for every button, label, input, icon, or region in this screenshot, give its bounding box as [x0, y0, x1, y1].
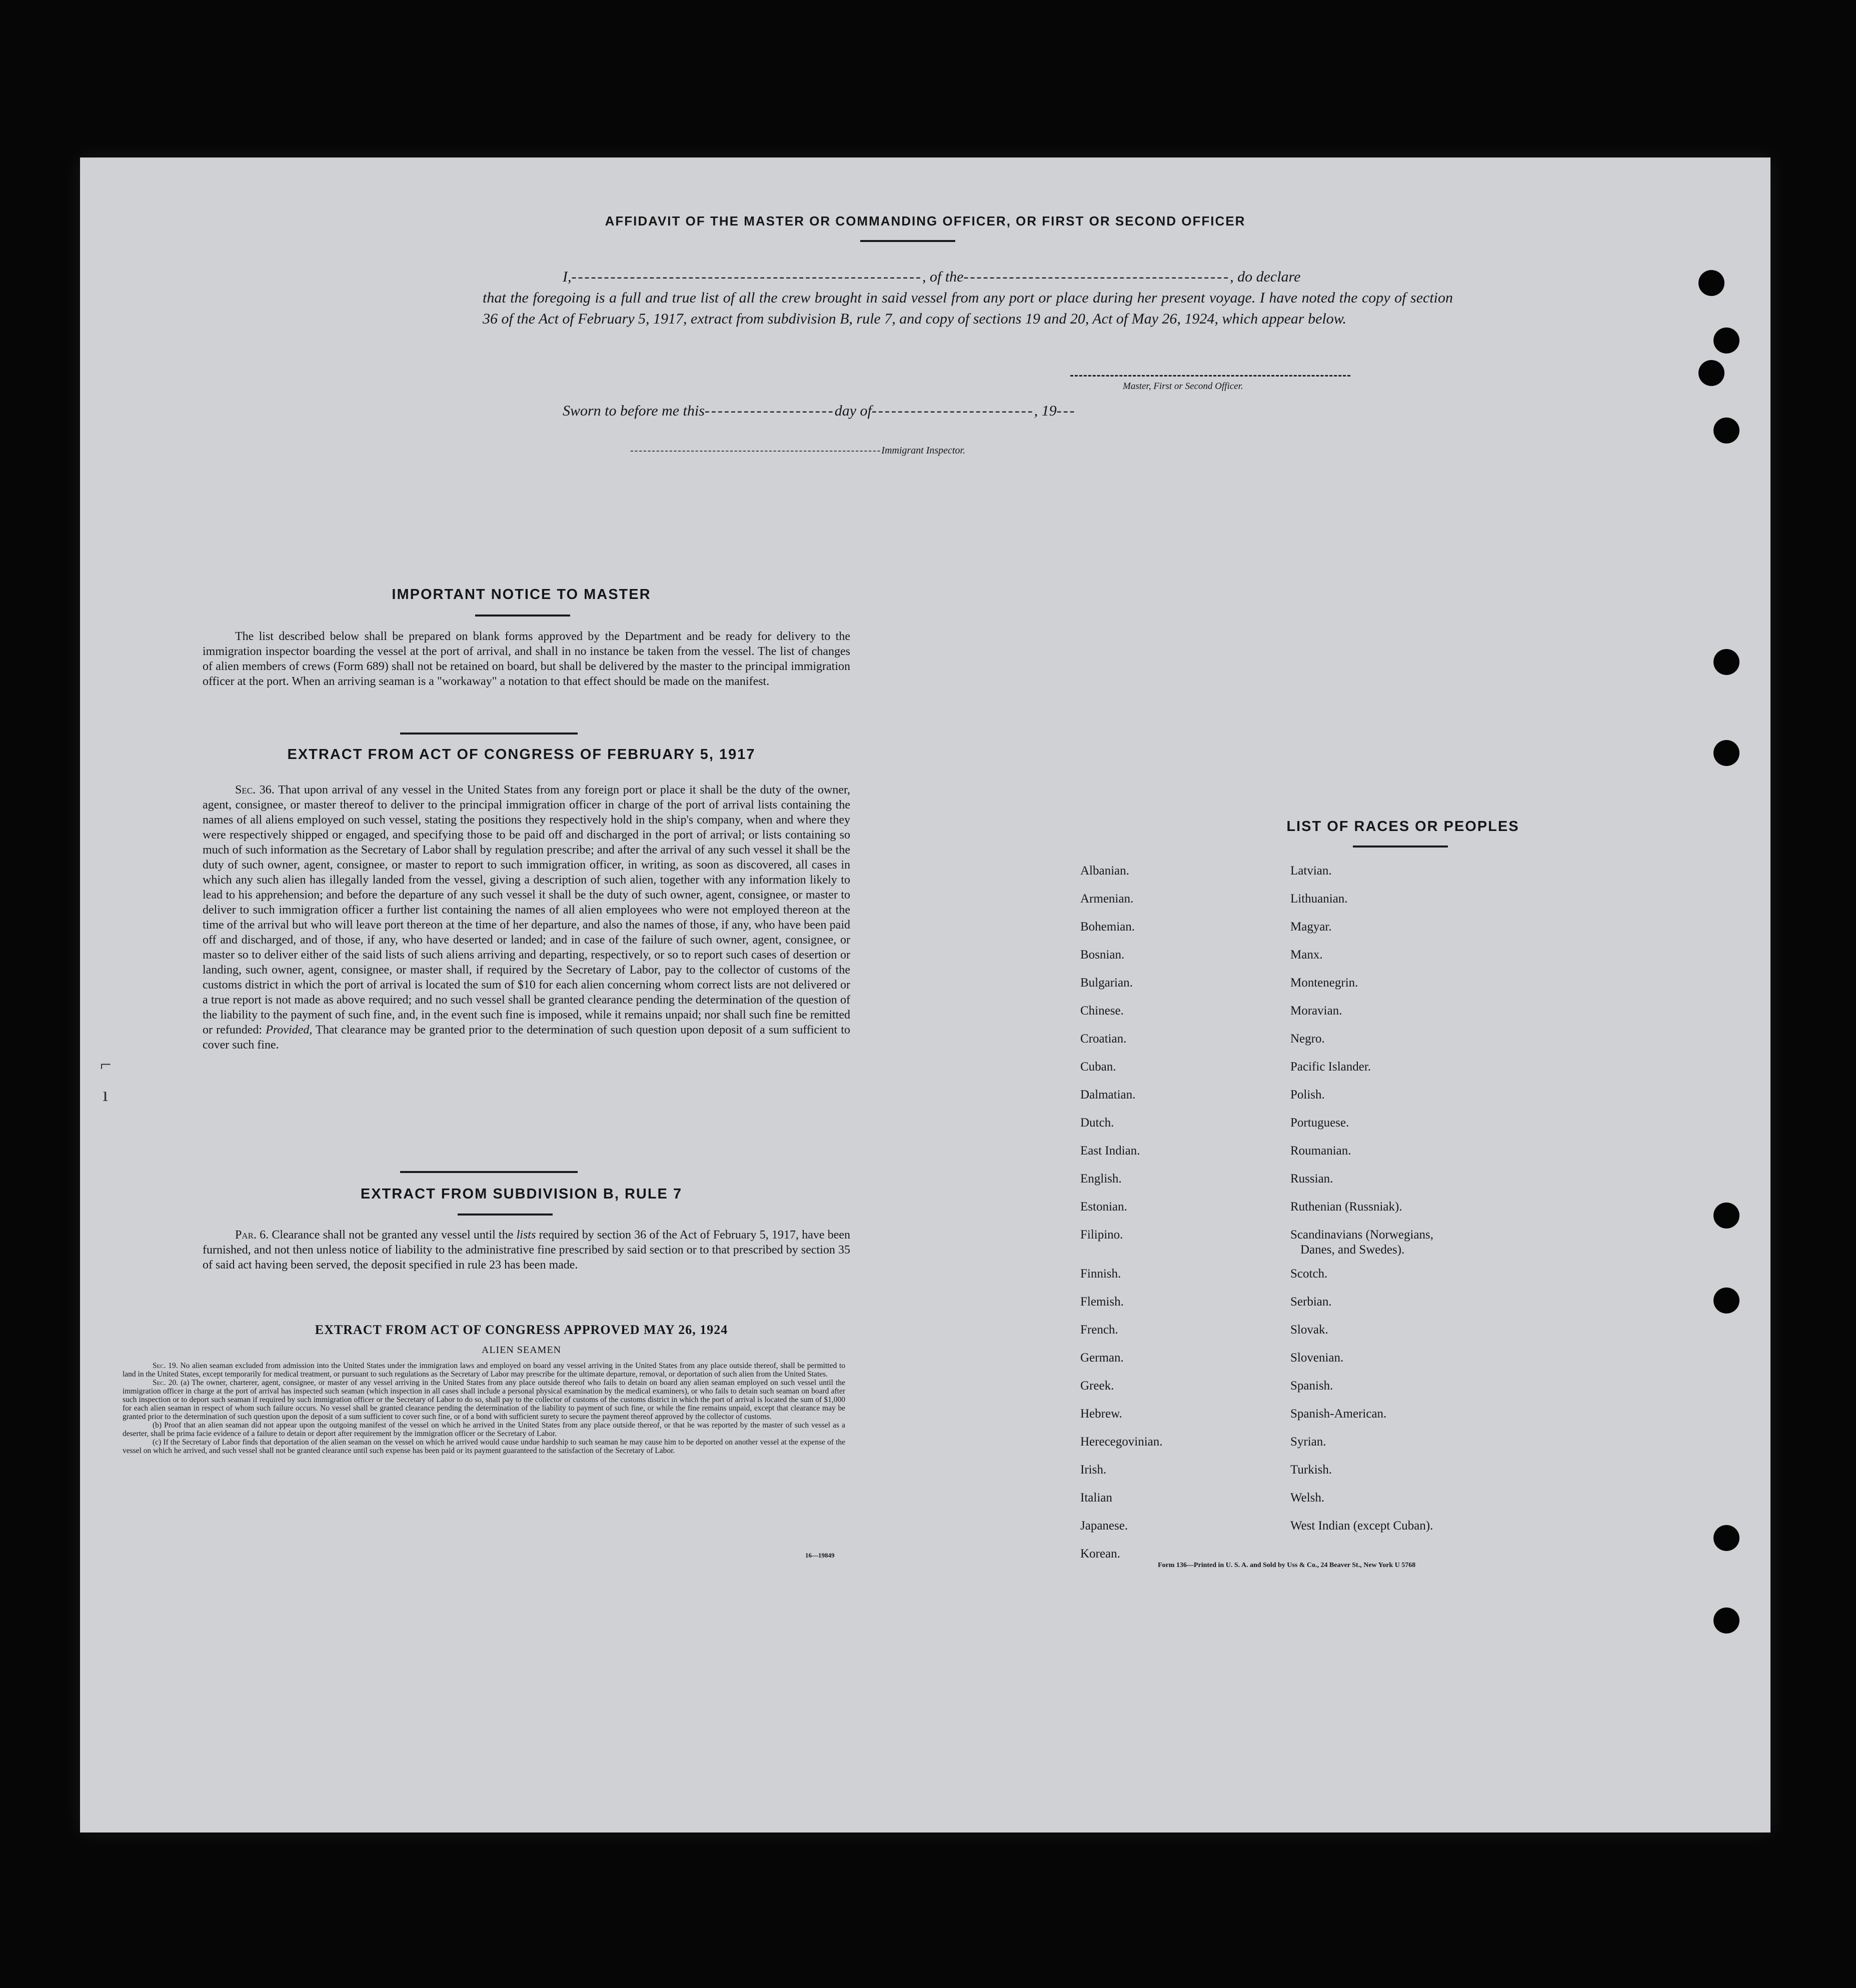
act-1924-title: EXTRACT FROM ACT OF CONGRESS APPROVED MAY 26, 1924: [315, 1322, 728, 1337]
race-left-item: Estonian.: [1080, 1200, 1127, 1214]
rule7-text-a: Clearance shall not be granted any vessel until the: [272, 1228, 514, 1242]
rule7-body: [203, 1228, 850, 1272]
declaration-line: I,------------------------------------------------------, of the-----------------------------------------, do declare: [563, 268, 1301, 285]
sworn-year: , 19: [1034, 402, 1057, 419]
race-left-item: Chinese.: [1080, 1004, 1124, 1018]
punch-hole: [1698, 360, 1724, 386]
race-right-item: Moravian.: [1290, 1004, 1342, 1018]
title-rule: [860, 240, 955, 242]
inspector-caption: Immigrant Inspector.: [881, 445, 966, 456]
race-left-item: Albanian.: [1080, 864, 1129, 878]
race-left-item: Filipino.: [1080, 1228, 1123, 1242]
race-right-item: Spanish-American.: [1290, 1407, 1387, 1420]
race-left-item: Italian: [1080, 1491, 1112, 1504]
affidavit-text: [483, 266, 1453, 330]
declaration-i: I,: [563, 268, 572, 285]
inspector-line: ----------------------------------------------------------Immigrant Inspector.: [630, 445, 966, 456]
race-right-item: Roumanian.: [1290, 1144, 1351, 1158]
notice-title: IMPORTANT NOTICE TO MASTER: [392, 586, 651, 602]
proviso-label: Provided,: [266, 1024, 313, 1036]
race-right-item: Spanish.: [1290, 1379, 1333, 1392]
race-right-item: Portuguese.: [1290, 1116, 1349, 1130]
notice-rule: [475, 614, 570, 616]
affidavit-title: AFFIDAVIT OF THE MASTER OR COMMANDING OFFICER, OR FIRST OR SECOND OFFICER: [605, 214, 1246, 228]
race-left-item: Bulgarian.: [1080, 976, 1133, 990]
race-right-item: Slovak.: [1290, 1323, 1328, 1336]
extract-1917-bottom-rule: [400, 1171, 578, 1173]
race-right-item: Pacific Islander.: [1290, 1060, 1371, 1074]
race-left-item: East Indian.: [1080, 1144, 1140, 1158]
lists-word: lists: [516, 1228, 536, 1242]
sec-20b-paragraph: (b) Proof that an alien seaman did not appear upon the outgoing manifest of the vessel on which he arrived in the United States from any place outside thereof, or that he was reported by the master of such vessel as a deserter, shall be prima facie evidence of a failure to detain or deport after requirement by the immigration officer or the Secretary of Labor.: [123, 1421, 845, 1438]
races-title: LIST OF RACES OR PEOPLES: [1286, 818, 1519, 834]
affidavit-body: that the foregoing is a full and true list of all the crew brought in said vessel from any port or place during her present voyage. I have noted the copy of section 36 of the Act of February 5, 1917, extract from subdivision B, rule 7, and copy of sections 19 and 20, Act of May 26, 1924, which appear below.: [483, 290, 1453, 327]
print-code: 16—19849: [805, 1552, 835, 1559]
race-left-item: Flemish.: [1080, 1295, 1124, 1308]
race-right-item: Lithuanian.: [1290, 892, 1348, 906]
race-left-item: Croatian.: [1080, 1032, 1127, 1046]
race-left-item: Greek.: [1080, 1379, 1114, 1392]
act-1924-body: [123, 1362, 845, 1455]
race-right-item: Welsh.: [1290, 1491, 1325, 1504]
page-edge-shadow: [80, 1832, 1770, 1834]
race-right-item: Magyar.: [1290, 920, 1332, 934]
par-6-label: Par. 6.: [235, 1228, 269, 1242]
race-right-item: Ruthenian (Russniak).: [1290, 1200, 1402, 1214]
race-right-item: Danes, and Swedes).: [1300, 1243, 1405, 1256]
race-left-item: French.: [1080, 1323, 1118, 1336]
race-right-item: Syrian.: [1290, 1435, 1326, 1448]
proviso-text: That clearance may be granted prior to the determination of such question upon deposit of a sum sufficient to cover such fine.: [203, 1024, 850, 1052]
punch-hole: [1713, 649, 1739, 675]
race-left-item: Japanese.: [1080, 1519, 1128, 1532]
race-left-item: German.: [1080, 1351, 1124, 1364]
document-page: [80, 158, 1770, 1832]
punch-hole: [1698, 270, 1724, 296]
race-left-item: Hebrew.: [1080, 1407, 1122, 1420]
sec-20a-paragraph: [123, 1378, 845, 1421]
notice-body: The list described below shall be prepared on blank forms approved by the Department and be ready for delivery to the immigration inspector boarding the vessel at the port of arrival, and shall in no instance be taken from the vessel. The list of changes of alien members of crews (Form 689) shall not be retained on board, but shall be delivered by the master to the principal immigration officer at the port. When an arriving seaman is a "workaway" a notation to that effect should be made on the manifest.: [203, 630, 850, 688]
punch-hole: [1713, 418, 1739, 444]
act-1924-subtitle: ALIEN SEAMEN: [481, 1344, 562, 1356]
race-left-item: Finnish.: [1080, 1267, 1121, 1280]
race-right-item: West Indian (except Cuban).: [1290, 1519, 1433, 1532]
sec-19-paragraph: [123, 1362, 845, 1378]
punch-hole: [1713, 1525, 1739, 1551]
race-left-item: Dalmatian.: [1080, 1088, 1136, 1102]
race-left-item: Bosnian.: [1080, 948, 1125, 962]
master-caption: Master, First or Second Officer.: [1123, 381, 1243, 392]
master-signature-line: [1070, 375, 1350, 376]
rule7-title: EXTRACT FROM SUBDIVISION B, RULE 7: [360, 1186, 683, 1202]
race-right-item: Russian.: [1290, 1172, 1333, 1186]
punch-hole: [1713, 1202, 1739, 1228]
race-left-item: Dutch.: [1080, 1116, 1114, 1130]
races-rule: [1353, 846, 1448, 848]
extract-1917-body: [203, 782, 850, 1052]
race-left-item: Herecegovinian.: [1080, 1435, 1163, 1448]
notice-bottom-rule: [400, 732, 578, 734]
race-left-item: Cuban.: [1080, 1060, 1116, 1074]
race-left-item: Bohemian.: [1080, 920, 1135, 934]
sec-36-label: Sec. 36.: [235, 784, 275, 796]
sworn-day: day of: [834, 402, 872, 419]
race-right-item: Serbian.: [1290, 1295, 1332, 1308]
punch-hole: [1713, 740, 1739, 766]
rule7-rule: [458, 1214, 553, 1216]
extract-1917-title: EXTRACT FROM ACT OF CONGRESS OF FEBRUARY 5, 1917: [287, 746, 756, 762]
race-right-item: Turkish.: [1290, 1463, 1332, 1476]
sec-19-text: No alien seaman excluded from admission into the United States under the immigration laws and employed on board any vessel arriving in the United States from any place outside thereof, shall be permitted to land in the United States, except temporarily for medical treatment, or pursuant to such regulations as the Secretary of Labor may prescribe for the ultimate departure, removal, or deportation of such alien from the United States.: [123, 1362, 845, 1378]
margin-mark: ı: [103, 1083, 109, 1106]
declaration-do-declare: , do declare: [1230, 268, 1301, 285]
sec-20c-paragraph: (c) If the Secretary of Labor finds that deportation of the alien seaman on the vessel on which he arrived would cause undue hardship to such seaman he may cause him to be deported on another vessel at the expense of the vessel on which he arrived, and such vessel shall not be granted clearance until such expense has been paid or its payment guaranteed to the satisfaction of the Secretary of Labor.: [123, 1438, 845, 1455]
declaration-of-the: , of the: [922, 268, 964, 285]
race-right-item: Scandinavians (Norwegians,: [1290, 1228, 1434, 1242]
race-right-item: Negro.: [1290, 1032, 1325, 1046]
sworn-text: Sworn to before me this: [563, 402, 705, 419]
sec-20a-text: (a) The owner, charterer, agent, consignee, or master of any vessel arriving in the United States from any place outside thereof who fails to detain on board any alien seaman employed on such vessel until the immigration officer in charge at the port of arrival has inspected such seaman (which inspection in all cases shall include a personal physical examination by the medical examiners), or who fails to detain such seaman on board after such inspection or to deport such seaman if required by such immigration officer or the Secretary of Labor to do so, shall pay to the collector of customs of the customs district in which the port of arrival is located the sum of $1,000 for each alien seaman in respect of whom such failure occurs. No vessel shall be granted clearance pending the determination of the liability to payment of such fine, or while the fine remains unpaid, except that clearance may be granted prior to the determination of such question upon the deposit of a sum sufficient to cover such fine, or of a bond with sufficient surety to secure the payment thereof approved by the collector of customs.: [123, 1378, 845, 1421]
race-left-item: Korean.: [1080, 1547, 1120, 1560]
punch-hole: [1713, 328, 1739, 354]
margin-mark: ⌐: [100, 1053, 112, 1076]
punch-hole: [1713, 1608, 1739, 1634]
race-right-item: Slovenian.: [1290, 1351, 1344, 1364]
race-right-item: Polish.: [1290, 1088, 1325, 1102]
form-note: Form 136—Printed in U. S. A. and Sold by Uss & Co., 24 Beaver St., New York U 5768: [1158, 1562, 1416, 1569]
punch-hole: [1713, 1288, 1739, 1314]
race-right-item: Manx.: [1290, 948, 1323, 962]
sec-20-label: Sec. 20.: [153, 1378, 179, 1387]
sworn-line: Sworn to before me this--------------------day of-------------------------, 19---: [563, 402, 1076, 419]
sec-36-text: That upon arrival of any vessel in the United States from any foreign port or place it shall be the duty of the owner, agent, consignee, or master thereof to deliver to the principal immigration officer in charge of the port of arrival lists containing the names of all aliens employed on such vessel, stating the positions they respectively hold in the ship's company, when and where they were respectively shipped or engaged, and specifying those to be paid off and discharged in the port of arrival; or lists containing so much of such information as the Secretary of Labor shall by regulation prescribe; and after the arrival of any such vessel it shall be the duty of such owner, agent, consignee, or master to report to such immigration officer, in writing, as soon as discovered, all cases in which any such alien has illegally landed from the vessel, giving a description of such alien, together with any information likely to lead to his apprehension; and before the departure of any such vessel it shall be the duty of such owner, agent, consignee, or master to deliver to such immigration officer a further list containing the names of all alien employees who were not employed thereon at the time of the arrival but who will leave port thereon at the time of her departure, and also the names of those, if any, who have been paid off and discharged, and of those, if any, who have deserted or landed; and in case of the failure of such owner, agent, consignee, or master so to deliver either of the said lists of such aliens arriving and departing, respectively, or so to report such cases of desertion or landing, such owner, agent, consignee, or master shall, if required by the Secretary of Labor, pay to the collector of customs of the customs district in which the port of arrival is located the sum of $10 for each alien concerning whom correct lists are not delivered or a true report is not made as above required; and no such vessel shall be granted clearance pending the determination of the question of the liability to the payment of such fine, and, in the event such fine is imposed, while it remains unpaid; nor shall such fine be remitted or refunded:: [203, 784, 851, 1036]
race-left-item: English.: [1080, 1172, 1122, 1186]
race-left-item: Irish.: [1080, 1463, 1107, 1476]
race-right-item: Scotch.: [1290, 1267, 1328, 1280]
rule7-text-b: required by section 36 of the Act of February 5, 1917, have been furnished, and not then unless notice of liability to the administrative fine prescribed by said section or to that prescribed by section 35 of said act having been served, the deposit specified in rule 23 has been made.: [203, 1228, 851, 1272]
race-left-item: Armenian.: [1080, 892, 1134, 906]
race-right-item: Montenegrin.: [1290, 976, 1358, 990]
sec-19-label: Sec. 19.: [153, 1362, 178, 1370]
race-right-item: Latvian.: [1290, 864, 1332, 878]
